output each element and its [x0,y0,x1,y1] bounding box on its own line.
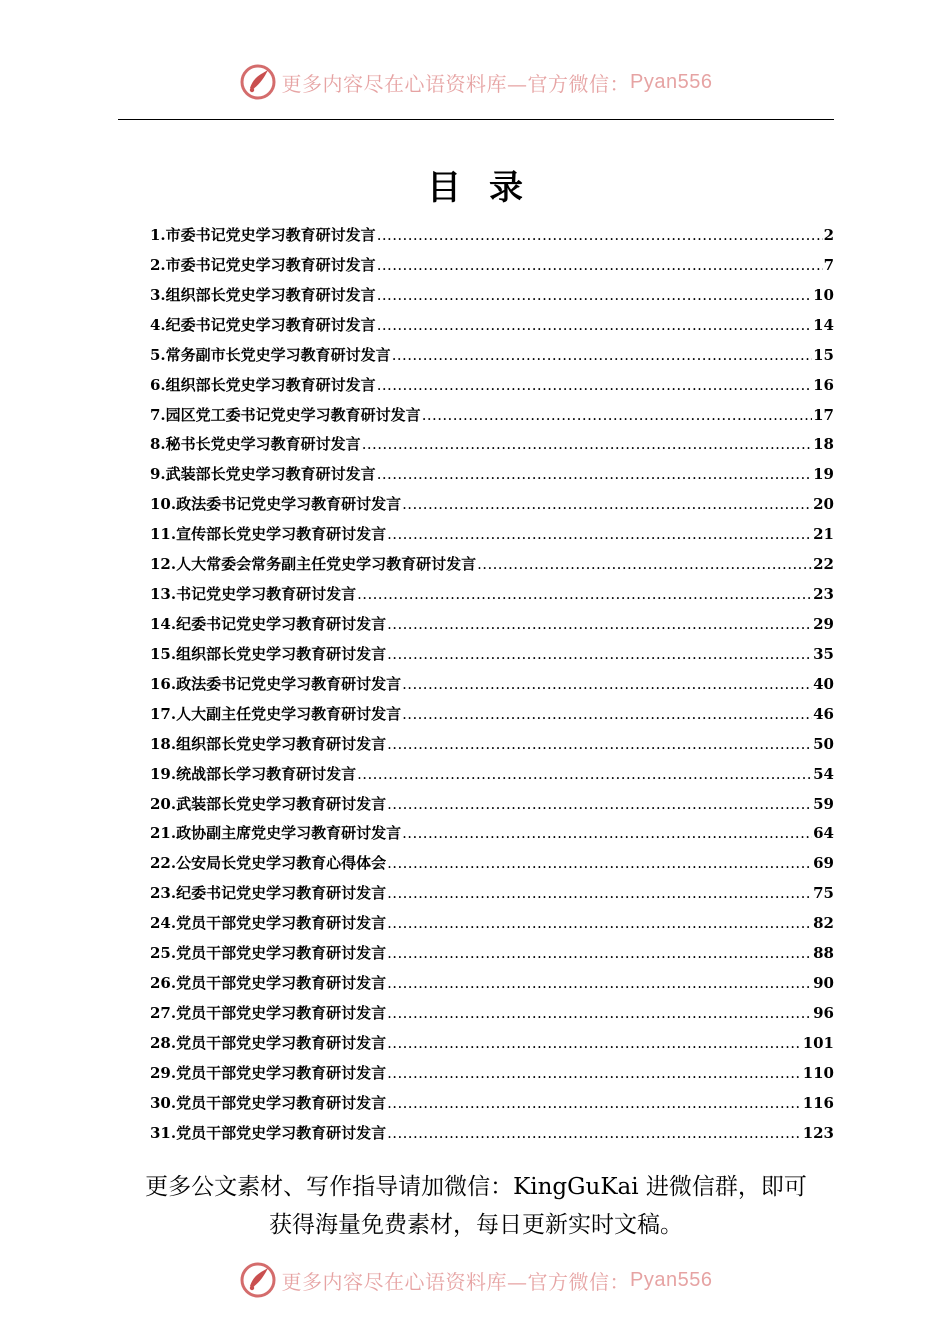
toc-entry-number: 2. [150,255,166,274]
toc-entry[interactable] [150,344,834,374]
toc-entry-page: 7 [823,255,834,274]
toc-dot-leader [357,585,812,603]
toc-entry[interactable] [150,972,834,1002]
toc-dot-leader [387,944,812,962]
toc-entry-number: 16. [150,674,177,693]
toc-entry[interactable] [150,1062,834,1092]
watermark-text: 更多内容尽在心语资料库—官方微信： [281,1269,631,1294]
toc-dot-leader [387,854,812,872]
toc-entry-page: 82 [813,914,834,933]
toc-entry[interactable] [150,733,834,763]
toc-entry-title: 人大常委会常务副主任党史学习教育研讨发言 [176,555,477,574]
toc-dot-leader [402,824,812,842]
watermark-handle: Pyan556 [630,1268,713,1291]
toc-entry-page: 18 [813,435,834,454]
toc-entry-page: 54 [813,764,834,783]
toc-entry[interactable] [150,613,834,643]
toc-entry-title: 组织部长党史学习教育研讨发言 [165,375,376,394]
toc-entry-title: 市委书记党史学习教育研讨发言 [165,226,376,244]
toc-entry[interactable] [150,942,834,972]
toc-entry-title: 书记党史学习教育研讨发言 [176,585,357,604]
toc-entry-page: 29 [813,614,834,633]
toc-entry-number: 20. [150,794,177,813]
toc-entry-page: 96 [813,1003,834,1022]
toc-entry[interactable] [150,224,834,254]
toc-dot-leader [387,1034,802,1052]
toc-entry-page: 2 [823,226,834,244]
toc-entry-title: 政法委书记党史学习教育研讨发言 [176,674,402,693]
toc-list [150,224,834,1152]
toc-entry[interactable] [150,284,834,314]
toc-entry-number: 27. [150,1003,177,1022]
toc-dot-leader [402,495,812,513]
toc-dot-leader [402,675,812,693]
toc-entry[interactable] [150,493,834,523]
toc-dot-leader [422,406,812,424]
toc-entry[interactable] [150,793,834,823]
toc-entry-page: 90 [813,974,834,993]
toc-entry[interactable] [150,463,834,493]
toc-dot-leader [377,465,812,483]
toc-entry-page: 17 [813,405,834,424]
toc-dot-leader [387,1004,812,1022]
toc-entry-page: 46 [813,704,834,723]
toc-entry-number: 4. [150,315,166,334]
toc-entry-page: 19 [813,465,834,484]
toc-entry-number: 15. [150,644,177,663]
toc-entry-page: 23 [813,585,834,604]
toc-entry-number: 11. [150,525,177,544]
toc-entry-number: 26. [150,974,177,993]
toc-entry-title: 市委书记党史学习教育研讨发言 [165,255,376,274]
toc-entry[interactable] [150,882,834,912]
toc-entry-page: 10 [813,285,834,304]
toc-entry-number: 17. [150,704,177,723]
logo-icon [238,1260,278,1300]
watermark-text: 更多内容尽在心语资料库—官方微信： [281,71,631,96]
toc-entry-number: 12. [150,555,177,574]
toc-dot-leader [387,914,812,932]
toc-dot-leader [387,884,812,902]
toc-entry-page: 116 [802,1093,834,1112]
toc-entry-title: 秘书长党史学习教育研讨发言 [165,435,361,454]
toc-entry-number: 9. [150,465,166,484]
toc-entry-title: 组织部长党史学习教育研讨发言 [165,285,376,304]
toc-entry[interactable] [150,852,834,882]
toc-entry[interactable] [150,763,834,793]
toc-dot-leader [387,795,812,813]
footer-watermark [0,1260,950,1300]
toc-entry[interactable] [150,553,834,583]
toc-entry-page: 75 [813,884,834,903]
toc-entry-number: 1. [150,226,166,244]
toc-dot-leader [377,286,812,304]
toc-entry-page: 21 [813,525,834,544]
toc-dot-leader [362,435,812,453]
toc-entry-title: 组织部长党史学习教育研讨发言 [176,644,387,663]
toc-entry-number: 22. [150,854,177,873]
toc-entry-title: 公安局长党史学习教育心得体会 [176,854,387,873]
promo-text [118,1168,834,1244]
toc-entry-page: 40 [813,674,834,693]
toc-entry-number: 19. [150,764,177,783]
toc-entry-title: 常务副市长党史学习教育研讨发言 [165,345,391,364]
toc-dot-leader [387,615,812,633]
toc-entry[interactable] [150,1002,834,1032]
toc-entry-number: 10. [150,495,177,514]
toc-entry[interactable] [150,673,834,703]
toc-entry-number: 24. [150,914,177,933]
toc-entry-page: 20 [813,495,834,514]
toc-entry-title: 党员干部党史学习教育研讨发言 [176,974,387,993]
toc-entry-number: 13. [150,585,177,604]
toc-entry-number: 25. [150,944,177,963]
toc-entry-page: 110 [802,1063,834,1082]
toc-dot-leader [387,1124,802,1142]
toc-entry-number: 14. [150,614,177,633]
toc-entry[interactable] [150,404,834,434]
toc-entry-title: 党员干部党史学习教育研讨发言 [176,1123,387,1142]
header-divider [118,119,834,120]
toc-entry-page: 35 [813,644,834,663]
toc-entry-number: 30. [150,1093,177,1112]
toc-entry-page: 69 [813,854,834,873]
promo-line-2: 获得海量免费素材，每日更新实时文稿。 [269,1212,683,1238]
toc-entry[interactable] [150,374,834,404]
toc-dot-leader [387,525,812,543]
toc-entry-number: 5. [150,345,166,364]
toc-dot-leader [377,376,812,394]
toc-entry-title: 宣传部长党史学习教育研讨发言 [176,525,387,544]
toc-entry-page: 88 [813,944,834,963]
toc-dot-leader [377,256,823,274]
toc-entry-number: 18. [150,734,177,753]
toc-entry-number: 6. [150,375,166,394]
toc-entry[interactable] [150,1122,834,1152]
toc-dot-leader [357,765,812,783]
toc-dot-leader [377,316,812,334]
toc-dot-leader [387,974,812,992]
toc-dot-leader [387,735,812,753]
toc-entry[interactable] [150,254,834,284]
toc-entry[interactable] [150,433,834,463]
toc-dot-leader [387,1094,802,1112]
toc-entry-title: 统战部长学习教育研讨发言 [176,764,357,783]
toc-entry-title: 政法委书记党史学习教育研讨发言 [176,495,402,514]
toc-entry-title: 人大副主任党史学习教育研讨发言 [176,704,402,723]
toc-entry-number: 3. [150,285,166,304]
toc-entry-number: 31. [150,1123,177,1142]
promo-line-1: 更多公文素材、写作指导请加微信：KingGuKai 进微信群，即可 [145,1174,807,1200]
toc-entry-title: 纪委书记党史学习教育研讨发言 [165,315,376,334]
toc-entry-number: 8. [150,435,166,454]
toc-entry-title: 园区党工委书记党史学习教育研讨发言 [165,405,421,424]
toc-dot-leader [402,705,812,723]
toc-entry-page: 14 [813,315,834,334]
toc-entry-title: 纪委书记党史学习教育研讨发言 [176,884,387,903]
toc-entry-number: 23. [150,884,177,903]
toc-entry[interactable] [150,1032,834,1062]
toc-entry-title: 党员干部党史学习教育研讨发言 [176,1093,387,1112]
toc-dot-leader [477,555,812,573]
toc-dot-leader [387,1064,802,1082]
toc-entry-title: 武装部长党史学习教育研讨发言 [165,465,376,484]
logo-icon [238,62,278,102]
toc-entry-page: 16 [813,375,834,394]
toc-entry[interactable] [150,822,834,852]
toc-entry-page: 50 [813,734,834,753]
toc-entry-number: 29. [150,1063,177,1082]
toc-entry[interactable] [150,912,834,942]
toc-entry[interactable] [150,314,834,344]
toc-entry-title: 党员干部党史学习教育研讨发言 [176,944,387,963]
toc-entry-number: 21. [150,824,177,843]
header-watermark [0,62,950,102]
toc-entry[interactable] [150,703,834,733]
toc-dot-leader [392,346,812,364]
toc-entry-title: 党员干部党史学习教育研讨发言 [176,1003,387,1022]
toc-title: 目录 [427,168,551,208]
toc-entry-page: 22 [813,555,834,574]
toc-entry-title: 党员干部党史学习教育研讨发言 [176,914,387,933]
toc-entry-title: 组织部长党史学习教育研讨发言 [176,734,387,753]
toc-entry-page: 123 [802,1123,834,1142]
toc-entry-page: 64 [813,824,834,843]
toc-dot-leader [377,226,823,244]
toc-entry-title: 武装部长党史学习教育研讨发言 [176,794,387,813]
toc-entry-title: 纪委书记党史学习教育研讨发言 [176,614,387,633]
toc-entry-page: 59 [813,794,834,813]
toc-entry-number: 7. [150,405,166,424]
toc-entry[interactable] [150,643,834,673]
toc-entry[interactable] [150,583,834,613]
toc-entry-title: 政协副主席党史学习教育研讨发言 [176,824,402,843]
toc-entry[interactable] [150,523,834,553]
toc-entry-title: 党员干部党史学习教育研讨发言 [176,1033,387,1052]
watermark-handle: Pyan556 [630,70,713,93]
toc-entry-page: 101 [802,1033,834,1052]
toc-dot-leader [387,645,812,663]
toc-entry-number: 28. [150,1033,177,1052]
toc-entry-title: 党员干部党史学习教育研讨发言 [176,1063,387,1082]
toc-entry-page: 15 [813,345,834,364]
toc-entry[interactable] [150,1092,834,1122]
